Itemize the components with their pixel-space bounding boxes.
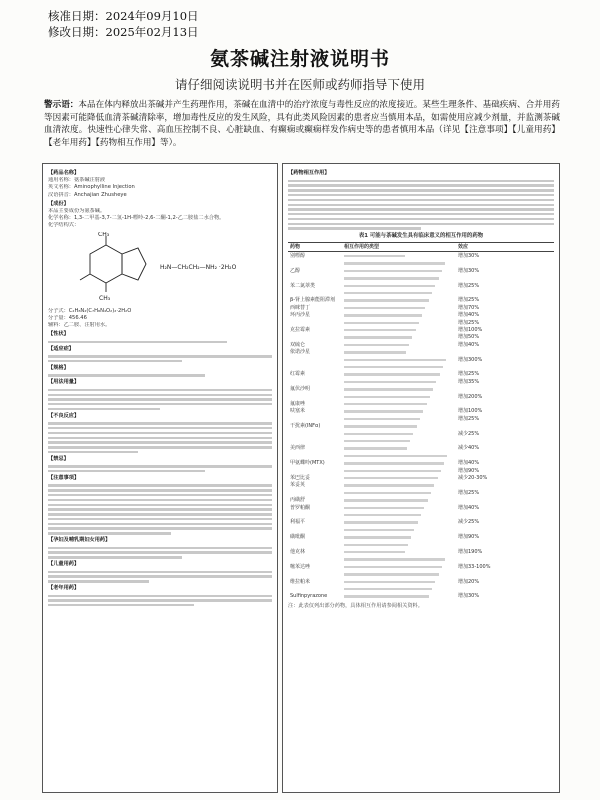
body-text-placeholder <box>48 389 272 411</box>
drug-cell: 苯巴比妥 <box>290 475 311 481</box>
mechanism-cell <box>342 452 456 459</box>
mechanism-text-placeholder <box>344 470 441 472</box>
table-row <box>288 282 554 289</box>
mechanism-cell <box>342 275 456 282</box>
mechanism-cell <box>342 289 456 296</box>
section-heading-interactions: 【药物相互作用】 <box>288 170 330 176</box>
drug-cell: 丙磺舒 <box>290 497 306 504</box>
effect-cell: 增加190% <box>458 549 483 556</box>
drug-cell <box>288 378 342 385</box>
table-row <box>288 556 554 563</box>
table-row <box>288 430 554 437</box>
table-row <box>288 452 554 459</box>
effect-cell: 增加25% <box>458 297 480 304</box>
body-text-placeholder <box>48 355 272 362</box>
drug-cell: 他克林 <box>290 549 306 556</box>
drug-cell: 美西律 <box>290 445 306 452</box>
mechanism-text-placeholder <box>344 588 432 590</box>
mechanism-cell <box>342 519 456 526</box>
body-text-placeholder <box>48 341 272 343</box>
drug-cell: 维拉帕米 <box>290 578 311 585</box>
mechanism-cell <box>342 482 456 489</box>
interaction-table-title: 表1 可能与茶碱发生具有临床意义的相互作用的药物 <box>358 232 484 239</box>
mechanism-text-placeholder <box>344 322 419 324</box>
effect-cell: 增加100% <box>458 408 483 415</box>
table-row <box>288 512 554 519</box>
mechanism-cell <box>342 593 456 600</box>
drug-cell <box>288 363 342 370</box>
table-row <box>288 356 554 363</box>
drug-cell <box>288 260 342 267</box>
mechanism-text-placeholder <box>344 595 429 597</box>
effect-cell: 增加25% <box>458 319 480 326</box>
table-row <box>288 549 554 556</box>
drug-cell: 依诺沙星 <box>290 349 311 356</box>
theophylline-structure-drawing <box>68 232 158 306</box>
effect-cell: 减少25% <box>458 519 480 526</box>
mechanism-text-placeholder <box>344 573 439 575</box>
effect-cell <box>456 438 554 445</box>
mechanism-cell <box>342 526 456 533</box>
drug-cell <box>288 393 342 400</box>
mechanism-cell <box>342 341 456 348</box>
table-row <box>288 526 554 533</box>
document-subtitle: 请仔细阅读说明书并在医师或药师指导下使用 <box>174 77 425 92</box>
mechanism-cell <box>342 423 456 430</box>
mechanism-cell <box>342 393 456 400</box>
effect-cell: 增加25% <box>458 282 480 289</box>
effect-cell: 增加70% <box>458 304 480 311</box>
mechanism-text-placeholder <box>344 433 413 435</box>
interaction-table <box>288 242 554 600</box>
mechanism-text-placeholder <box>344 536 411 538</box>
effect-cell: 减少20-30% <box>458 475 488 481</box>
section-heading: 【性状】 <box>48 331 69 338</box>
effect-cell: 减少40% <box>458 445 480 452</box>
drug-cell: 苯二氮䓬类 <box>290 282 316 289</box>
table-row <box>288 386 554 393</box>
date-block <box>48 8 199 40</box>
mechanism-text-placeholder <box>344 507 424 509</box>
table-row <box>288 534 554 541</box>
mechanism-cell <box>342 578 456 585</box>
mechanism-text-placeholder <box>344 410 423 412</box>
drug-cell: 磺吡酮 <box>290 534 306 541</box>
mechanism-text-placeholder <box>344 270 442 272</box>
drug-cell: 呋塞米 <box>290 408 306 415</box>
table-row <box>288 408 554 415</box>
effect-cell: 增加20% <box>458 578 480 585</box>
table-header-drug: 药物 <box>288 243 342 252</box>
body-text-placeholder <box>288 180 554 230</box>
mechanism-text-placeholder <box>344 388 433 390</box>
mechanism-cell <box>342 378 456 385</box>
mechanism-cell <box>342 541 456 548</box>
body-text-placeholder <box>48 484 272 534</box>
table-row <box>288 445 554 452</box>
drug-cell: 噻苯达唑 <box>290 563 311 570</box>
effect-cell: 增加40% <box>458 312 480 319</box>
effect-cell <box>456 512 554 519</box>
text-line: 汉语拼音：Anchajian Zhusheye <box>48 191 127 198</box>
effect-cell <box>456 497 554 504</box>
mechanism-cell <box>342 489 456 496</box>
effect-cell: 增加33-100% <box>458 563 491 570</box>
effect-cell: 增加300% <box>458 356 483 363</box>
mechanism-text-placeholder <box>344 292 432 294</box>
effect-cell: 增加30% <box>458 252 480 259</box>
mechanism-cell <box>342 512 456 519</box>
mechanism-text-placeholder <box>344 351 406 353</box>
warning-paragraph <box>44 99 560 149</box>
drug-cell: 甲氨蝶呤(MTX) <box>290 460 325 467</box>
mechanism-text-placeholder <box>344 544 408 546</box>
drug-cell <box>288 541 342 548</box>
mechanism-cell <box>342 349 456 356</box>
left-text-column <box>42 163 278 793</box>
mechanism-cell <box>342 312 456 319</box>
effect-cell <box>456 482 554 489</box>
table-row <box>288 289 554 296</box>
table-row <box>288 378 554 385</box>
section-heading: 【注意事项】 <box>48 474 80 481</box>
mechanism-cell <box>342 497 456 504</box>
mechanism-cell <box>342 430 456 437</box>
text-line: 辅料：乙二胺、注射用水。 <box>48 322 111 329</box>
effect-cell <box>456 556 554 563</box>
mechanism-cell <box>342 356 456 363</box>
table-row <box>288 297 554 304</box>
mechanism-text-placeholder <box>344 521 418 523</box>
effect-cell <box>456 400 554 407</box>
drug-cell <box>288 556 342 563</box>
table-row <box>288 489 554 496</box>
mechanism-cell <box>342 438 456 445</box>
mechanism-text-placeholder <box>344 336 412 338</box>
text-line: 化学名称：1,3-二甲基-3,7-二氢-1H-嘌呤-2,6-二酮-1,2-乙二胺盐二水合物。 <box>48 215 225 222</box>
body-text-placeholder <box>48 465 272 472</box>
mechanism-cell <box>342 504 456 511</box>
text-line: 化学结构式： <box>48 222 80 229</box>
effect-cell: 增加100% <box>458 326 483 333</box>
table-row <box>288 460 554 467</box>
section-heading-name: 【药品名称】 <box>48 170 80 176</box>
drug-cell <box>288 438 342 445</box>
section-heading: 【用法用量】 <box>48 379 80 386</box>
drug-cell: β-肾上腺素能阻滞剂 <box>290 297 335 304</box>
methyl-top: CH₃ <box>98 231 110 238</box>
effect-cell: 增加90% <box>458 467 480 474</box>
mechanism-cell <box>342 371 456 378</box>
mechanism-text-placeholder <box>344 396 430 398</box>
drug-cell <box>288 489 342 496</box>
table-row <box>288 563 554 570</box>
text-line: 通用名称：氨茶碱注射液 <box>48 177 106 184</box>
effect-cell <box>456 452 554 459</box>
drug-cell <box>288 452 342 459</box>
mechanism-text-placeholder <box>344 329 416 331</box>
mechanism-text-placeholder <box>344 344 409 346</box>
text-line: 分子式：C₂H₈N₂(C₇H₈N₄O₂)₂·2H₂O <box>48 307 132 314</box>
mechanism-text-placeholder <box>344 566 442 568</box>
effect-cell: 增加35% <box>458 378 480 385</box>
drug-cell <box>288 289 342 296</box>
mechanism-cell <box>342 571 456 578</box>
table-row <box>288 415 554 422</box>
drug-cell <box>288 334 342 341</box>
effect-cell: 增加30% <box>458 593 480 600</box>
text-line: 本品主要成份为氨茶碱。 <box>48 208 106 215</box>
mechanism-text-placeholder <box>344 492 431 494</box>
section-heading-composition: 【成份】 <box>48 200 69 207</box>
mechanism-text-placeholder <box>344 381 436 383</box>
table-row <box>288 482 554 489</box>
mechanism-text-placeholder <box>344 262 445 264</box>
effect-cell: 增加30% <box>458 267 480 274</box>
effect-cell: 增加90% <box>458 534 480 541</box>
warning-text: 本品在体内释放出茶碱并产生药理作用，茶碱在血清中的治疗浓度与毒性反应的浓度接近。某些生理条件、基础疾病、合并用药等因素可能降低血清茶碱清除率，增加毒性反应的发生风险，具有此类风险因素的患者应当慎用本品，如需使用应减少剂量，并监测茶碱血清浓度。快速性心律失常、高血压控制不良、心脏缺血、有癫痫或癫痫样发作病史等的患者慎用本品（详见【注意事项】【儿童用药】【老年用药】【药物相互作用】等）。 <box>44 100 560 148</box>
table-header-effect: 效应 <box>456 243 554 252</box>
mechanism-text-placeholder <box>344 581 435 583</box>
table-row <box>288 267 554 274</box>
table-row <box>288 319 554 326</box>
table-row <box>288 497 554 504</box>
drug-cell: 红霉素 <box>290 371 306 378</box>
mechanism-cell <box>342 252 456 260</box>
effect-cell: 增加25% <box>458 371 480 378</box>
effect-cell: 增加40% <box>458 341 480 348</box>
section-heading: 【禁忌】 <box>48 455 69 462</box>
drug-cell <box>288 467 342 474</box>
table-row <box>288 475 554 482</box>
mechanism-cell <box>342 363 456 370</box>
mechanism-text-placeholder <box>344 418 420 420</box>
body-text-placeholder <box>48 547 272 559</box>
modified-date: 修改日期：2025年02月13日 <box>48 25 199 39</box>
table-row <box>288 312 554 319</box>
section-heading: 【适应症】 <box>48 345 74 352</box>
drug-cell: Sulfinpyrazone <box>290 593 328 600</box>
mechanism-text-placeholder <box>344 285 435 287</box>
mechanism-text-placeholder <box>344 277 439 279</box>
effect-cell <box>456 423 554 430</box>
table-row <box>288 260 554 267</box>
drug-cell: 苯妥英 <box>290 482 306 489</box>
mechanism-text-placeholder <box>344 403 427 405</box>
mechanism-cell <box>342 549 456 556</box>
section-heading: 【孕妇及哺乳期妇女用药】 <box>48 537 111 544</box>
body-text-placeholder <box>48 374 272 376</box>
mechanism-cell <box>342 563 456 570</box>
mechanism-text-placeholder <box>344 299 429 301</box>
effect-cell: 增加200% <box>458 393 483 400</box>
mechanism-text-placeholder <box>344 440 410 442</box>
mechanism-text-placeholder <box>344 373 440 375</box>
drug-cell: 双硫仑 <box>290 341 306 348</box>
table-row <box>288 467 554 474</box>
table-header-type: 相互作用的类型 <box>342 243 456 252</box>
table-row <box>288 593 554 600</box>
body-text-placeholder <box>48 571 272 583</box>
body-text-placeholder <box>48 422 272 453</box>
effect-cell <box>456 349 554 356</box>
mechanism-cell <box>342 267 456 274</box>
drug-cell <box>288 526 342 533</box>
mechanism-cell <box>342 297 456 304</box>
mechanism-cell <box>342 475 456 482</box>
table-row <box>288 438 554 445</box>
mechanism-text-placeholder <box>344 425 417 427</box>
mechanism-cell <box>342 400 456 407</box>
text-line: 分子量：456.46 <box>48 314 87 321</box>
mechanism-text-placeholder <box>344 447 407 449</box>
table-row <box>288 393 554 400</box>
effect-cell: 增加25% <box>458 415 480 422</box>
chemical-structure <box>48 230 272 308</box>
effect-cell: 增加40% <box>458 460 480 467</box>
table-row <box>288 252 554 260</box>
table-row <box>288 363 554 370</box>
text-line: 英文名称：Aminophylline Injection <box>48 184 135 191</box>
effect-cell <box>456 586 554 593</box>
mechanism-cell <box>342 326 456 333</box>
table-row <box>288 371 554 378</box>
table-row <box>288 334 554 341</box>
drug-cell <box>288 415 342 422</box>
table-row <box>288 519 554 526</box>
table-row <box>288 571 554 578</box>
effect-cell: 增加40% <box>458 504 480 511</box>
effect-cell <box>456 289 554 296</box>
mechanism-cell <box>342 334 456 341</box>
table-row <box>288 586 554 593</box>
mechanism-cell <box>342 415 456 422</box>
drug-cell <box>288 430 342 437</box>
mechanism-cell <box>342 460 456 467</box>
effect-cell <box>456 541 554 548</box>
mechanism-text-placeholder <box>344 551 405 553</box>
effect-cell: 增加25% <box>458 489 480 496</box>
warning-label: 警示语： <box>44 100 79 110</box>
approval-date: 核准日期：2024年09月10日 <box>48 9 199 23</box>
document-title: 氨茶碱注射液说明书 <box>209 48 390 70</box>
drug-cell <box>288 571 342 578</box>
drug-cell: 环丙沙星 <box>290 312 311 319</box>
drug-cell: 乙醇 <box>290 267 301 274</box>
drug-cell: 利福平 <box>290 519 306 526</box>
mechanism-text-placeholder <box>344 359 446 361</box>
drug-cell <box>288 275 342 282</box>
mechanism-cell <box>342 556 456 563</box>
effect-cell: 增加50% <box>458 334 480 341</box>
mechanism-text-placeholder <box>344 514 421 516</box>
mechanism-cell <box>342 534 456 541</box>
drug-cell <box>288 356 342 363</box>
drug-cell <box>288 586 342 593</box>
mechanism-text-placeholder <box>344 366 443 368</box>
mechanism-cell <box>342 260 456 267</box>
drug-cell: 氟康唑 <box>290 400 306 407</box>
mechanism-cell <box>342 386 456 393</box>
section-heading: 【儿童用药】 <box>48 560 80 567</box>
drug-cell: 西咪替丁 <box>290 304 311 311</box>
effect-cell: 减少25% <box>458 430 480 437</box>
drug-cell: 氟伏沙明 <box>290 386 311 393</box>
drug-cell <box>288 319 342 326</box>
section-heading: 【不良反应】 <box>48 412 80 419</box>
drug-cell: 普罗帕酮 <box>290 504 311 511</box>
table-row <box>288 275 554 282</box>
section-heading: 【老年用药】 <box>48 584 80 591</box>
table-footnote: 注：此表仅列出部分药物，具体相互作用请参阅相关资料。 <box>288 603 423 610</box>
drug-cell <box>288 512 342 519</box>
methyl-bottom: CH₃ <box>99 294 111 302</box>
mechanism-text-placeholder <box>344 462 444 464</box>
table-row <box>288 326 554 333</box>
mechanism-text-placeholder <box>344 484 434 486</box>
mechanism-cell <box>342 304 456 311</box>
drug-cell: 别嘌醇 <box>290 252 306 259</box>
table-row <box>288 423 554 430</box>
effect-cell <box>456 363 554 370</box>
mechanism-cell <box>342 282 456 289</box>
effect-cell <box>456 571 554 578</box>
table-row <box>288 400 554 407</box>
table-row <box>288 541 554 548</box>
drug-cell: 干扰素(INFα) <box>290 423 321 430</box>
mechanism-text-placeholder <box>344 477 438 479</box>
table-row <box>288 504 554 511</box>
mechanism-text-placeholder <box>344 499 428 501</box>
mechanism-text-placeholder <box>344 529 414 531</box>
table-row <box>288 341 554 348</box>
mechanism-text-placeholder <box>344 314 422 316</box>
effect-cell <box>456 260 554 267</box>
effect-cell <box>456 386 554 393</box>
right-text-column <box>282 163 560 793</box>
table-row <box>288 304 554 311</box>
mechanism-cell <box>342 586 456 593</box>
effect-cell <box>456 526 554 533</box>
mechanism-cell <box>342 319 456 326</box>
mechanism-cell <box>342 445 456 452</box>
mechanism-text-placeholder <box>344 307 425 309</box>
effect-cell <box>456 275 554 282</box>
ethylenediamine-fragment: H₂N—CH₂CH₂—NH₂ ·2H₂O <box>160 263 237 271</box>
section-heading: 【规格】 <box>48 364 69 371</box>
drug-cell: 克拉霉素 <box>290 326 311 333</box>
mechanism-text-placeholder <box>344 558 445 560</box>
mechanism-cell <box>342 467 456 474</box>
mechanism-text-placeholder <box>344 255 405 257</box>
table-row <box>288 349 554 356</box>
table-row <box>288 578 554 585</box>
mechanism-text-placeholder <box>344 455 447 457</box>
body-text-placeholder <box>48 595 272 607</box>
mechanism-cell <box>342 408 456 415</box>
